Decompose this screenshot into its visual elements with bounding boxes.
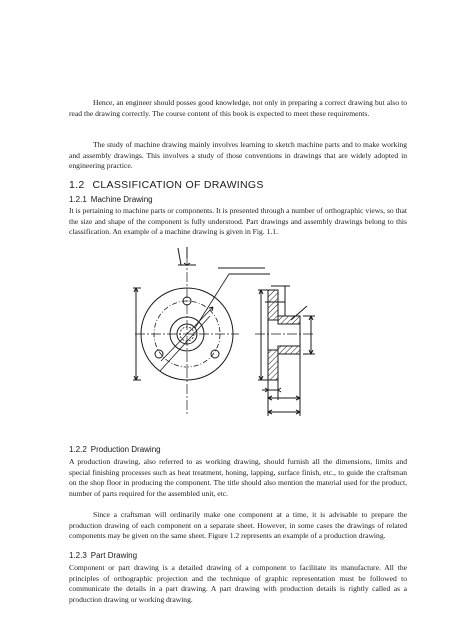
intro-paragraph-2: The study of machine drawing mainly involves learning to sketch machine parts and to make working and assembly drawings. This involves a study of those conventions in drawings that are widely adopted in engineering practice.	[69, 140, 407, 171]
subsection-title: Machine Drawing	[90, 195, 153, 204]
intro-paragraph-1: Hence, an engineer should posses good knowledge, not only in preparing a correct drawing but also to read the drawing correctly. The course content of this book is expected to meet these requirements.	[69, 98, 407, 118]
front-view	[133, 247, 270, 414]
subsection-heading-part-drawing	[69, 551, 137, 560]
bolt-hole-right	[211, 350, 219, 358]
flange-section-bottom	[268, 350, 278, 380]
subsection-heading-machine-drawing	[69, 195, 153, 204]
figure-machine-drawing	[115, 246, 355, 422]
hub-section-bottom	[278, 346, 300, 354]
subsection-title: Part Drawing	[90, 551, 138, 560]
subsection-number: 1.2.3	[69, 551, 87, 560]
section-title: CLASSIFICATION OF DRAWINGS	[92, 179, 264, 191]
flange-section-top	[268, 290, 278, 320]
part-drawing-paragraph: Component or part drawing is a detailed drawing of a component to facilitate its manufacture. All the principles of orthographic projection and the technique of graphic representation must be followed to communicate the details in a part drawing. A part drawing with production details is rightly called as a production drawing or working drawing.	[69, 563, 407, 604]
section-number: 1.2	[69, 179, 85, 191]
subsection-number: 1.2.1	[69, 195, 87, 204]
subsection-title: Production Drawing	[90, 445, 161, 454]
section-heading	[69, 179, 264, 191]
hub-section-top	[278, 316, 300, 324]
bolt-hole-left	[155, 350, 163, 358]
subsection-heading-production-drawing	[69, 445, 161, 454]
production-drawing-paragraph-2: Since a craftsman will ordinarily make one component at a time, it is advisable to prepare the production drawing of each component on a separate sheet. However, in some cases the drawings of related components may be given on the same sheet. Figure 1.2 represents an example of a production drawing.	[69, 510, 407, 541]
side-section-view	[255, 286, 315, 416]
production-drawing-paragraph-1: A production drawing, also referred to as working drawing, should furnish all the dimensions, limits and special finishing processes such as heat treatment, honing, lapping, surface finish, etc., to guide the craftsman on the shop floor in producing the component. The title should also mention the material used for the product, number of parts required for the assembled unit, etc.	[69, 457, 407, 498]
subsection-number: 1.2.2	[69, 445, 87, 454]
machine-drawing-paragraph: It is pertaining to machine parts or components. It is presented through a number of orthographic views, so that the size and shape of the component is fully understood. Part drawings and assembly drawings belong to this classification. An example of a machine drawing is given in Fig. 1.1.	[69, 206, 407, 237]
flange-drawing	[115, 246, 355, 422]
